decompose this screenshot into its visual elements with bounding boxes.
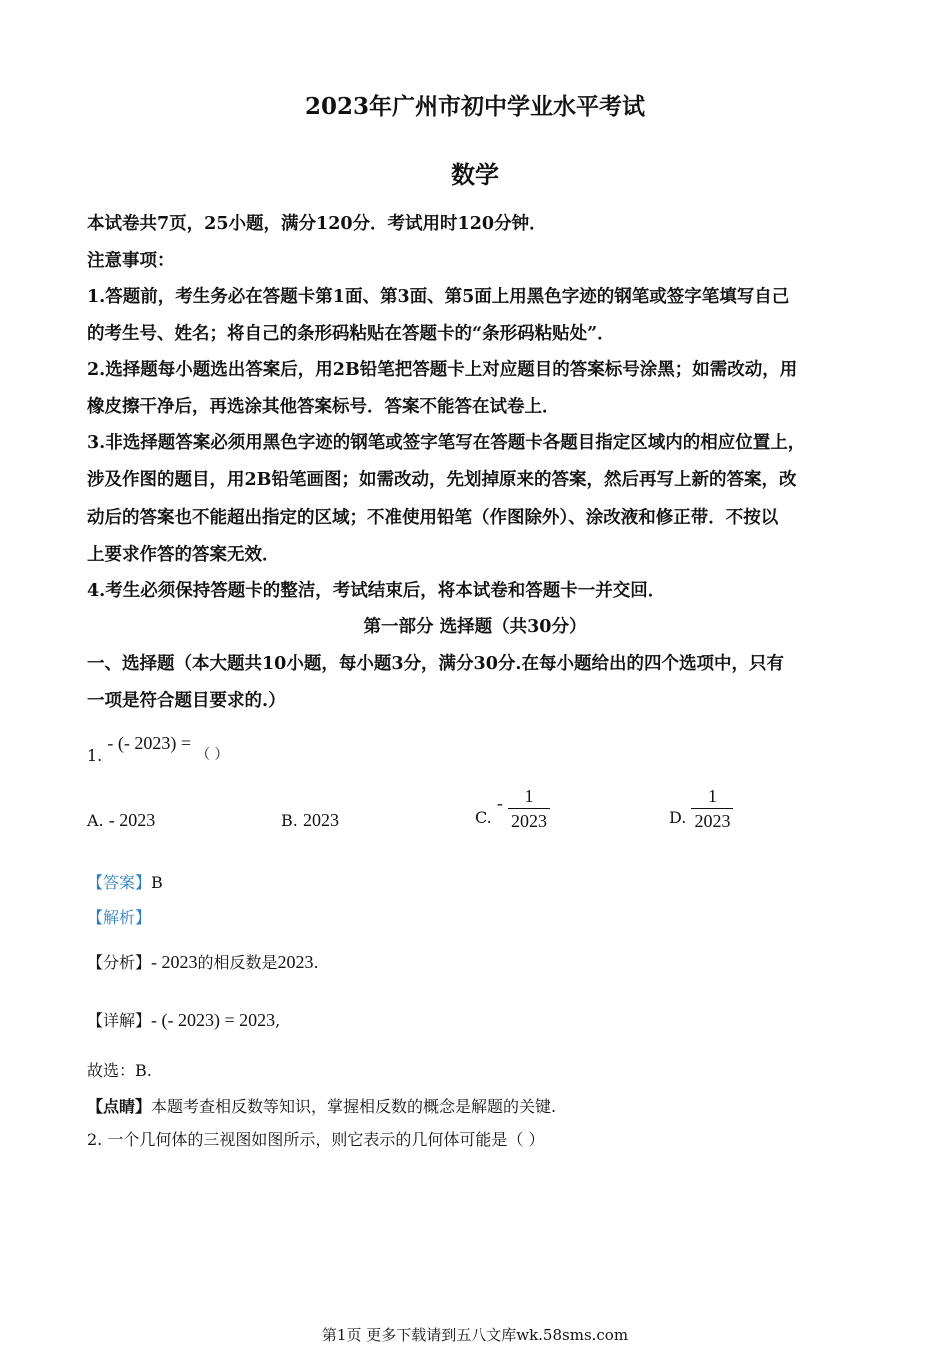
detail-math: - (- 2023) = 2023 [151, 1010, 276, 1030]
section-line: 一项是符合题目要求的.） [87, 691, 286, 711]
option-d[interactable] [669, 784, 733, 833]
answer-value: B [151, 873, 163, 892]
page-footer: 第1页 更多下载请到五八文库wk.58sms.com [321, 1326, 629, 1344]
fraction [691, 784, 733, 833]
option-value: 2023 [302, 810, 339, 830]
option-c[interactable] [475, 784, 550, 833]
note-line: 2.选择题每小题选出答案后，用2B铅笔把答题卡上对应题目的答案标号涂黑；如需改动，用 [87, 360, 798, 380]
analysis-line [87, 905, 867, 928]
analysis-tag: 【解析】 [87, 908, 152, 927]
note-line: 1.答题前，考生务必在答题卡第1面、第3面、第5面上用黑色字迹的钢笔或签字笔填写自己 [87, 287, 790, 307]
fenxi-math: - 2023 [151, 952, 198, 972]
option-label: D. [669, 808, 687, 827]
fraction-denominator: 2023 [510, 811, 547, 831]
note-line: 4.考生必须保持答题卡的整洁，考试结束后，将本试卷和答题卡一并交回． [87, 581, 666, 601]
fraction-denominator: 2023 [694, 811, 731, 831]
note-line: 的考生号、姓名；将自己的条形码粘贴在答题卡的“条形码粘贴处”． [87, 324, 615, 344]
option-label: B. [281, 811, 298, 830]
option-label: C. [475, 808, 492, 827]
fenxi-line [87, 950, 867, 973]
note-line: 3.非选择题答案必须用黑色字迹的钢笔或签字笔写在答题卡各题目指定区域内的相应位置上， [87, 433, 806, 453]
answer-tag: 【答案】 [87, 873, 152, 892]
exam-title: 2023年广州市初中学业水平考试 [304, 93, 645, 120]
answer-line [87, 870, 867, 893]
note-line: 上要求作答的答案无效． [87, 545, 280, 565]
fenxi-tag: 【分析】 [87, 953, 152, 972]
note-line: 橡皮擦干净后，再选涂其他答案标号．答案不能答在试卷上． [87, 397, 560, 417]
fenxi-math: 2023 [277, 952, 314, 972]
option-sign: - [496, 793, 503, 813]
fraction-numerator: 1 [508, 784, 550, 809]
question-number: 1. [87, 746, 103, 765]
option-label: A. [87, 811, 104, 830]
note-line: 涉及作图的题目，用2B铅笔画图；如需改动，先划掉原来的答案，然后再写上新的答案，改 [87, 470, 797, 490]
fraction [508, 784, 550, 833]
fraction-numerator: 1 [691, 784, 733, 809]
notice-title: 注意事项： [87, 251, 175, 271]
question-1 [87, 735, 867, 765]
comment-tag: 【点睛】 [87, 1097, 152, 1116]
exam-summary: 本试卷共7页，25小题，满分120分．考试用时120分钟． [87, 214, 547, 234]
question-expression: - (- 2023) = [107, 733, 191, 753]
choice-line: 故选：B. [87, 1061, 152, 1080]
fenxi-end: . [313, 953, 319, 972]
comment-line [87, 1094, 867, 1117]
note-line: 动后的答案也不能超出指定的区域；不准使用铅笔（作图除外）、涂改液和修正带．不按以 [87, 508, 779, 528]
option-b[interactable] [281, 810, 339, 831]
fenxi-text: 的相反数是 [197, 953, 278, 972]
option-value: - 2023 [108, 810, 156, 830]
option-a[interactable] [87, 810, 155, 831]
answer-blank: （ ） [196, 747, 229, 763]
comment-text: 本题考查相反数等知识，掌握相反数的概念是解题的关键. [151, 1097, 557, 1116]
detail-tag: 【详解】 [87, 1011, 152, 1030]
subject-title: 数学 [451, 160, 499, 189]
section-line: 一、选择题（本大题共10小题，每小题3分，满分30分.在每小题给出的四个选项中，只有 [87, 654, 784, 674]
question-2: 2. 一个几何体的三视图如图所示，则它表示的几何体可能是（ ） [87, 1130, 545, 1149]
detail-line [87, 1008, 867, 1031]
detail-end: , [275, 1011, 281, 1030]
part-heading: 第一部分 选择题（共30分） [363, 617, 587, 637]
